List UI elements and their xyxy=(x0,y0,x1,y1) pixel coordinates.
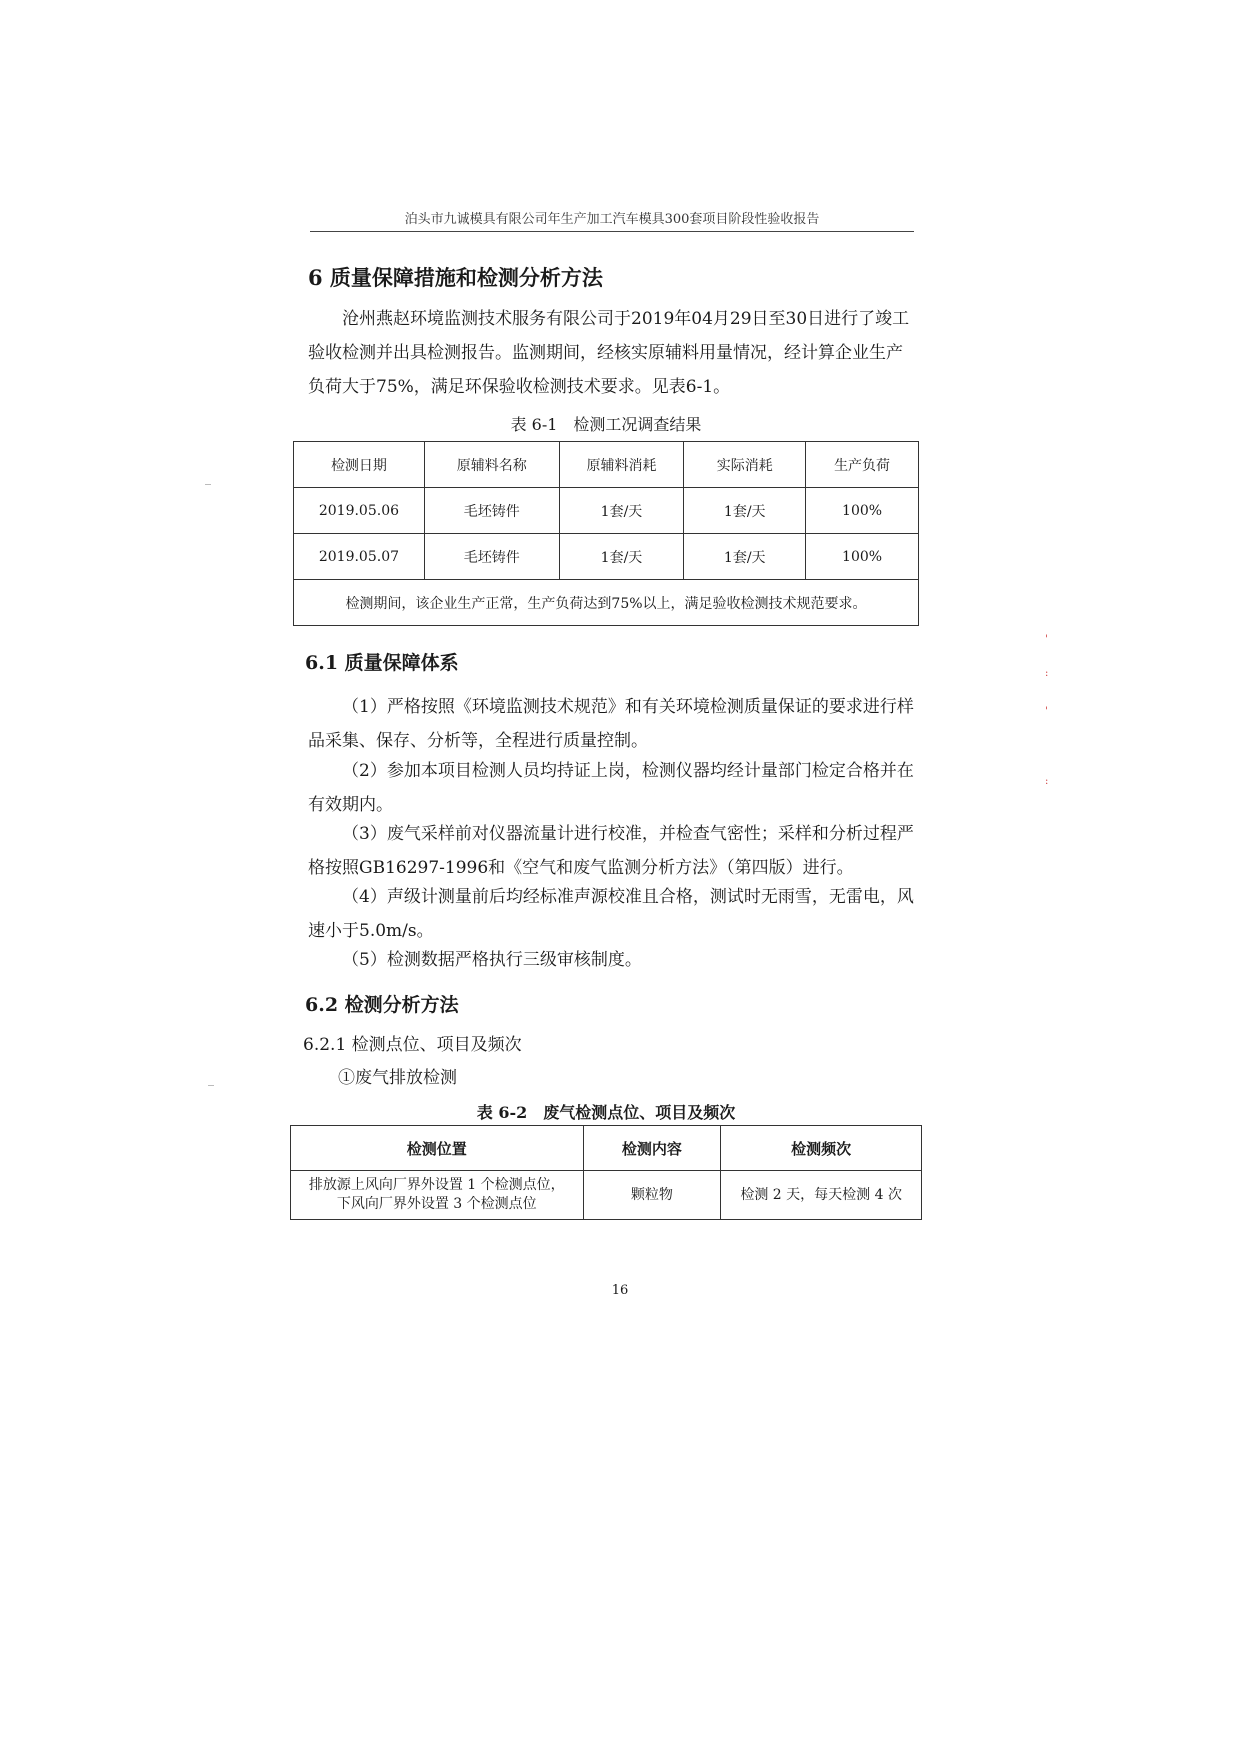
position-line: 下风向厂界外设置 3 个检测点位 xyxy=(336,1196,537,1212)
table-cell: 1套/天 xyxy=(684,534,806,580)
table-row xyxy=(291,1171,922,1220)
quality-item-5: （5）检测数据严格执行三级审核制度。 xyxy=(342,950,642,970)
table-header-row xyxy=(294,442,919,488)
table-header-cell: 检测日期 xyxy=(294,442,425,488)
section-6-2-1-title: 6.2.1 检测点位、项目及频次 xyxy=(303,1035,522,1055)
table-6-2-caption: 表 6-2 废气检测点位、项目及频次 xyxy=(476,1103,736,1122)
table-cell-position xyxy=(291,1171,584,1220)
table-6-1 xyxy=(293,441,919,626)
table-6-1-caption: 表 6-1 检测工况调查结果 xyxy=(510,415,702,434)
table-header-cell: 生产负荷 xyxy=(806,442,919,488)
table-header-cell: 原辅料名称 xyxy=(424,442,559,488)
position-line: 排放源上风向厂界外设置 1 个检测点位， xyxy=(308,1177,565,1193)
table-cell-frequency: 检测 2 天，每天检测 4 次 xyxy=(721,1171,922,1220)
scan-mark: : xyxy=(1045,668,1049,679)
scan-mark: : xyxy=(1045,776,1049,787)
quality-item-2: （2）参加本项目检测人员均持证上岗，检测仪器均经计量部门检定合格并在有效期内。 xyxy=(308,761,914,815)
waste-gas-item: ①废气排放检测 xyxy=(338,1068,457,1088)
table-6-2 xyxy=(290,1125,922,1220)
scan-mark: ' xyxy=(1045,706,1048,717)
quality-item-4: （4）声级计测量前后均经标准声源校准且合格，测试时无雨雪，无雷电，风速小于5.0m/s。 xyxy=(308,887,914,941)
scan-mark: ' xyxy=(1045,634,1048,645)
table-header-cell: 检测内容 xyxy=(583,1126,721,1171)
section-6-2-title: 6.2 检测分析方法 xyxy=(305,994,459,1016)
table-header-cell: 检测位置 xyxy=(291,1126,584,1171)
table-note: 检测期间，该企业生产正常，生产负荷达到75%以上，满足验收检测技术规范要求。 xyxy=(294,580,919,626)
scan-mark xyxy=(208,1085,214,1086)
page-header: 泊头市九诚模具有限公司年生产加工汽车模具300套项目阶段性验收报告 xyxy=(310,208,914,232)
section-6-1-title: 6.1 质量保障体系 xyxy=(305,652,459,674)
quality-item-1: （1）严格按照《环境监测技术规范》和有关环境检测质量保证的要求进行样品采集、保存、分析等，全程进行质量控制。 xyxy=(308,697,914,751)
table-header-row xyxy=(291,1126,922,1171)
table-cell-content: 颗粒物 xyxy=(583,1171,721,1220)
table-header-cell: 原辅料消耗 xyxy=(559,442,684,488)
page-number: 16 xyxy=(611,1283,629,1298)
table-cell: 1套/天 xyxy=(684,488,806,534)
scan-mark xyxy=(205,484,211,485)
table-row xyxy=(294,488,919,534)
table-cell: 毛坯铸件 xyxy=(424,534,559,580)
table-cell: 毛坯铸件 xyxy=(424,488,559,534)
section-6-title: 6 质量保障措施和检测分析方法 xyxy=(308,265,603,290)
table-row xyxy=(294,534,919,580)
section-6-intro: 沧州燕赵环境监测技术服务有限公司于2019年04月29日至30日进行了竣工验收检测并出具检测报告。监测期间，经核实原辅料用量情况，经计算企业生产负荷大于75%，满足环保验收检测技术要求。见表6-1。 xyxy=(308,309,910,397)
table-cell: 100% xyxy=(806,534,919,580)
table-note-row xyxy=(294,580,919,626)
table-cell: 100% xyxy=(806,488,919,534)
table-cell: 1套/天 xyxy=(559,534,684,580)
table-header-cell: 实际消耗 xyxy=(684,442,806,488)
table-header-cell: 检测频次 xyxy=(721,1126,922,1171)
quality-item-3: （3）废气采样前对仪器流量计进行校准，并检查气密性；采样和分析过程严格按照GB16297-1996和《空气和废气监测分析方法》（第四版）进行。 xyxy=(308,824,914,878)
table-cell: 2019.05.06 xyxy=(294,488,425,534)
table-cell: 1套/天 xyxy=(559,488,684,534)
table-cell: 2019.05.07 xyxy=(294,534,425,580)
